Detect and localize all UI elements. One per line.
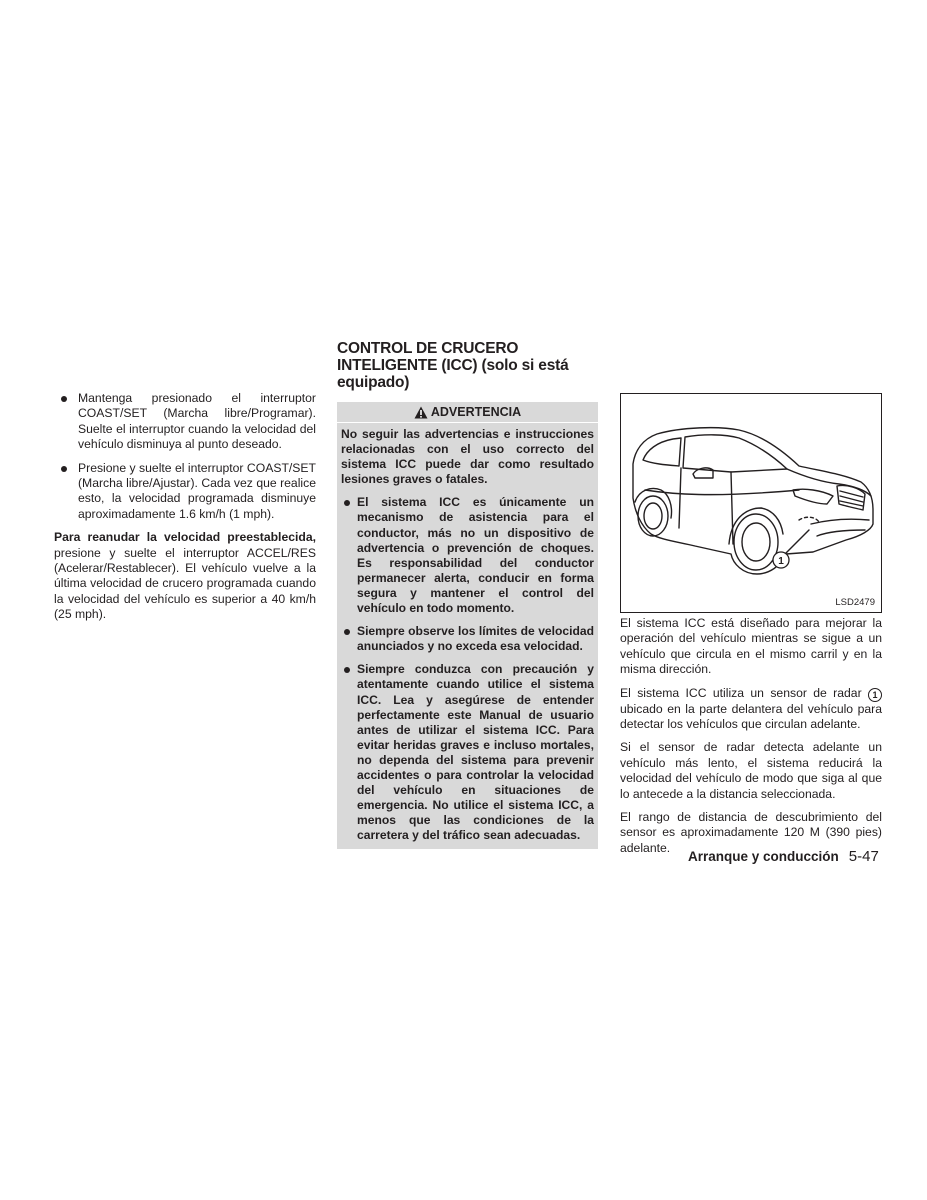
list-item [54, 391, 316, 453]
bullet-icon [61, 466, 67, 472]
warning-bullet-text: Siempre observe los límites de velocidad anunciados y no exceda esa velocidad. [357, 624, 594, 654]
list-item [54, 461, 316, 523]
resume-text: presione y suelte el interruptor ACCEL/RES (Acelerar/Restablecer). El vehículo vuelve a la última velocidad de crucero programada cuando la velocidad del vehículo es superior a 40 km/h (25 mph). [54, 545, 316, 622]
bullet-icon [61, 396, 67, 402]
middle-column [337, 340, 598, 849]
car-illustration-icon [621, 394, 881, 612]
right-column [620, 393, 882, 864]
warning-bullet-text: El sistema ICC es únicamente un mecanismo de asistencia para el conductor, más no un dispositivo de advertencia o prevención de choques. Es responsabilidad del conductor permanecer alerta, conducir en forma segura y mantener el control del vehículo en todo momento. [357, 495, 594, 616]
section-title: CONTROL DE CRUCERO INTELIGENTE (ICC) (solo si está equipado) [337, 340, 569, 391]
list-item-text: Mantenga presionado el interruptor COAST/SET (Marcha libre/Programar). Suelte el interruptor cuando la velocidad del vehículo disminuya al punto deseado. [78, 391, 316, 452]
bullet-icon [344, 500, 350, 506]
warning-header [337, 402, 598, 423]
footer-section-title: Arranque y conducción [688, 849, 839, 864]
resume-paragraph [54, 530, 316, 622]
bullet-icon [344, 667, 350, 673]
page-footer [688, 848, 879, 865]
bullet-icon [344, 629, 350, 635]
paragraph [620, 686, 882, 733]
warning-box [337, 402, 598, 849]
page-number: 5-47 [848, 848, 879, 865]
warning-bullet [341, 624, 594, 654]
warning-bullet [341, 495, 594, 616]
warning-label: ADVERTENCIA [430, 405, 522, 419]
figure-callout: 1 [778, 556, 784, 567]
paragraph: El rango de distancia de descubrimiento del sensor es aproximadamente 120 M (390 pies) adelante. [620, 810, 882, 855]
warning-bullet [341, 662, 594, 843]
paragraph: El sistema ICC está diseñado para mejorar la operación del vehículo mientras se sigue a un vehículo que circula en el mismo carril y en la misma dirección. [620, 616, 882, 677]
paragraph: Si el sensor de radar detecta adelante un vehículo más lento, el sistema reducirá la velocidad del vehículo de modo que siga al que lo antecede a la distancia seleccionada. [620, 740, 882, 801]
resume-lead: Para reanudar la velocidad preestablecida, [54, 530, 316, 545]
callout-ref-icon: 1 [868, 688, 882, 702]
warning-bullet-text: Siempre conduzca con precaución y atentamente cuando utilice el sistema ICC. Lea y asegúrese de entender perfectamente este Manual de usuario antes de utilizar el sistema ICC. Para evitar heridas graves e incluso mortales, no dependa del sistema para prevenir accidentes o para controlar la velocidad del vehículo en situaciones de emergencia. No utilice el sistema ICC, a menos que las condiciones de la carretera y del tráfico sean adecuadas. [357, 662, 594, 843]
figure-code: LSD2479 [835, 596, 875, 608]
warning-triangle-icon [414, 406, 428, 419]
paragraph-text: El sistema ICC utiliza un sensor de radar [620, 685, 868, 700]
list-item-text: Presione y suelte el interruptor COAST/SET (Marcha libre/Ajustar). Cada vez que realice esto, la velocidad programada disminuye aproximadamente 1.6 km/h (1 mph). [78, 460, 316, 521]
warning-intro: No seguir las advertencias e instrucciones relacionadas con el uso correcto del sistema ICC puede dar como resultado lesiones graves o fatales. [341, 427, 594, 487]
left-column [54, 391, 316, 631]
paragraph-text: ubicado en la parte delantera del vehículo para detectar los vehículos que circulan adelante. [620, 701, 882, 732]
car-radar-figure [620, 393, 882, 613]
